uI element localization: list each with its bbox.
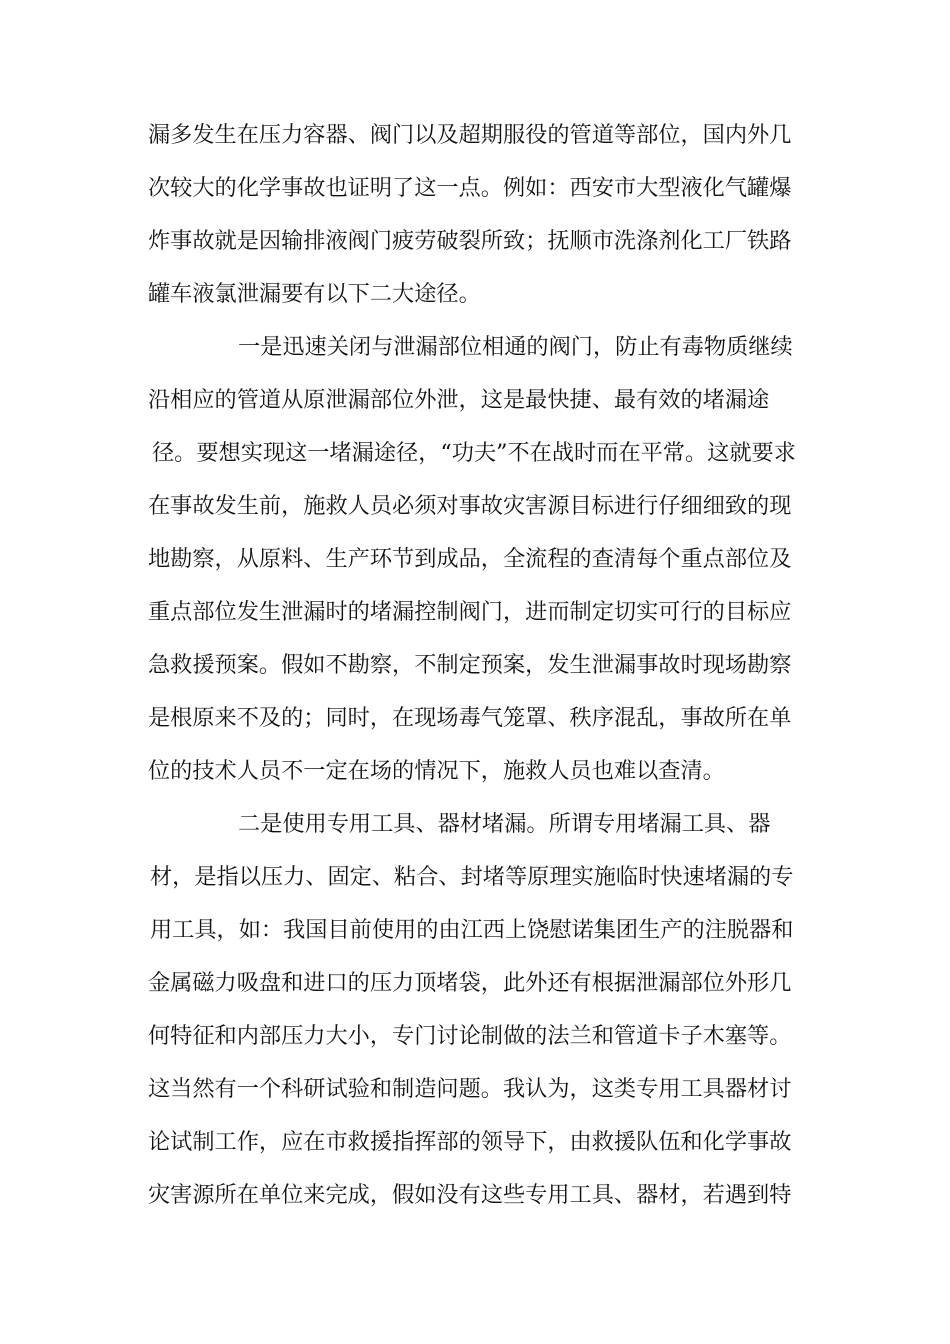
body-text-line: 在事故发生前，施救人员必须对事故灾害源目标进行仔细细致的现 (148, 493, 792, 519)
body-text-line: 材，是指以压力、固定、粘合、封堵等原理实施临时快速堵漏的专 (150, 864, 794, 890)
body-text-line: 罐车液氯泄漏要有以下二大途径。 (148, 281, 481, 307)
body-text-line: 漏多发生在压力容器、阀门以及超期服役的管道等部位，国内外几 (148, 122, 792, 148)
body-text-line: 何特征和内部压力大小，专门讨论制做的法兰和管道卡子木塞等。 (148, 1023, 792, 1049)
body-text-line: 位的技术人员不一定在场的情况下，施救人员也难以查清。 (148, 758, 725, 784)
body-text-line: 灾害源所在单位来完成，假如没有这些专用工具、器材，若遇到特 (148, 1182, 792, 1208)
body-text-line: 金属磁力吸盘和进口的压力顶堵袋，此外还有根据泄漏部位外形几 (148, 970, 792, 996)
body-text-line: 论试制工作，应在市救援指挥部的领导下，由救援队伍和化学事故 (148, 1129, 792, 1155)
body-text-line: 炸事故就是因输排液阀门疲劳破裂所致；抚顺市洗涤剂化工厂铁路 (148, 228, 792, 254)
paragraph-first-line: 二是使用专用工具、器材堵漏。所谓专用堵漏工具、器 (238, 811, 771, 837)
body-text-line: 这当然有一个科研试验和制造问题。我认为，这类专用工具器材讨 (148, 1076, 792, 1102)
body-text-line: 重点部位发生泄漏时的堵漏控制阀门，进而制定切实可行的目标应 (148, 599, 792, 625)
body-text-line: 次较大的化学事故也证明了这一点。例如：西安市大型液化气罐爆 (148, 175, 792, 201)
paragraph-first-line: 一是迅速关闭与泄漏部位相通的阀门，防止有毒物质继续 (238, 334, 793, 360)
body-text-line: 是根原来不及的；同时，在现场毒气笼罩、秩序混乱，事故所在单 (148, 705, 792, 731)
body-text-line: 径。要想实现这一堵漏途径，“功夫”不在战时而在平常。这就要求 (152, 440, 796, 466)
body-text-line: 急救援预案。假如不勘察，不制定预案，发生泄漏事故时现场勘察 (148, 652, 792, 678)
body-text-line: 用工具，如：我国目前使用的由江西上饶慰诺集团生产的注脱器和 (150, 917, 794, 943)
body-text-line: 沿相应的管道从原泄漏部位外泄，这是最快捷、最有效的堵漏途 (148, 387, 770, 413)
body-text-line: 地勘察，从原料、生产环节到成品，全流程的查清每个重点部位及 (148, 546, 792, 572)
